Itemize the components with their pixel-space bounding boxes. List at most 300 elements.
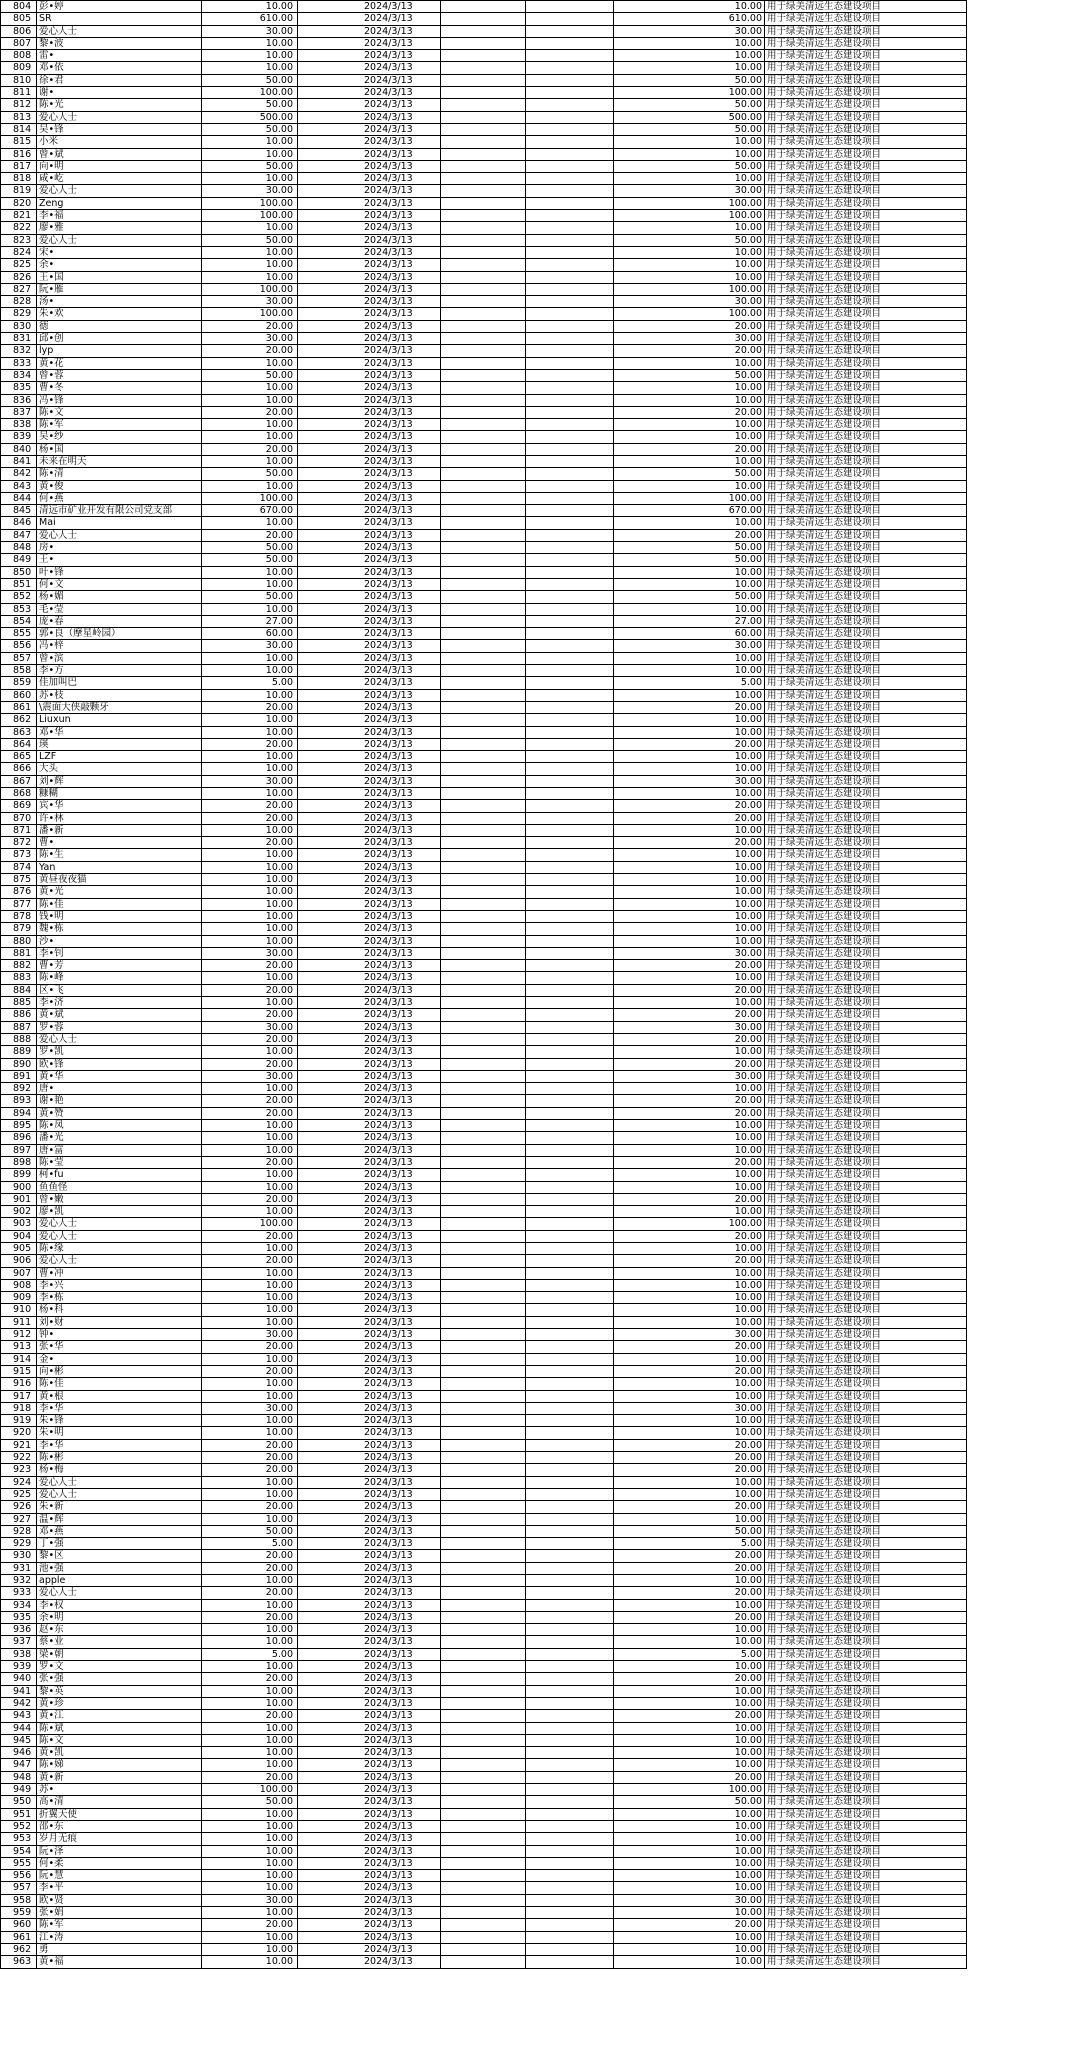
allocated-amount: 10.00 (614, 1956, 765, 1968)
row-number: 916 (1, 1378, 37, 1390)
purpose: 用于绿美清远生态建设项目 (765, 1747, 967, 1759)
donation-date: 2024/3/13 (298, 1304, 441, 1316)
donor-name: 张•娟 (37, 1907, 202, 1919)
purpose: 用于绿美清远生态建设项目 (765, 1611, 967, 1623)
blank-cell (526, 1427, 614, 1439)
blank-cell (441, 628, 526, 640)
table-row (1, 665, 967, 677)
row-number: 914 (1, 1353, 37, 1365)
donor-name: 曾•蓉 (37, 369, 202, 381)
donation-date: 2024/3/13 (298, 320, 441, 332)
table-row (1, 1661, 967, 1673)
blank-cell (441, 1242, 526, 1254)
row-number: 822 (1, 222, 37, 234)
purpose: 用于绿美清远生态建设项目 (765, 1156, 967, 1168)
donor-name: 毛•莹 (37, 603, 202, 615)
purpose: 用于绿美清远生态建设项目 (765, 1267, 967, 1279)
table-row (1, 542, 967, 554)
allocated-amount: 10.00 (614, 1242, 765, 1254)
blank-cell (526, 1538, 614, 1550)
blank-cell (441, 1058, 526, 1070)
donor-name: 曾•嫩 (37, 1193, 202, 1205)
blank-cell (441, 468, 526, 480)
donation-date: 2024/3/13 (298, 1427, 441, 1439)
blank-cell (441, 1156, 526, 1168)
donor-name: 雷• (37, 50, 202, 62)
donation-date: 2024/3/13 (298, 1747, 441, 1759)
purpose: 用于绿美清远生态建设项目 (765, 1599, 967, 1611)
donation-date: 2024/3/13 (298, 1378, 441, 1390)
donation-date: 2024/3/13 (298, 1808, 441, 1820)
purpose: 用于绿美清远生态建设项目 (765, 824, 967, 836)
donation-amount: 10.00 (202, 726, 298, 738)
purpose: 用于绿美清远生态建设项目 (765, 271, 967, 283)
blank-cell (441, 1181, 526, 1193)
row-number: 866 (1, 763, 37, 775)
row-number: 910 (1, 1304, 37, 1316)
allocated-amount: 10.00 (614, 1390, 765, 1402)
row-number: 955 (1, 1857, 37, 1869)
purpose: 用于绿美清远生态建设项目 (765, 665, 967, 677)
purpose: 用于绿美清远生态建设项目 (765, 74, 967, 86)
donor-name: 温•辉 (37, 1513, 202, 1525)
donation-amount: 20.00 (202, 1611, 298, 1623)
row-number: 846 (1, 517, 37, 529)
donation-date: 2024/3/13 (298, 1021, 441, 1033)
table-row (1, 1353, 967, 1365)
donation-amount: 20.00 (202, 1058, 298, 1070)
purpose: 用于绿美清远生态建设项目 (765, 1525, 967, 1537)
donation-date: 2024/3/13 (298, 382, 441, 394)
allocated-amount: 20.00 (614, 1919, 765, 1931)
blank-cell (526, 898, 614, 910)
donor-name: 陈•莹 (37, 1156, 202, 1168)
donor-name: 苏•枝 (37, 689, 202, 701)
blank-cell (526, 50, 614, 62)
donation-date: 2024/3/13 (298, 1796, 441, 1808)
allocated-amount: 10.00 (614, 1279, 765, 1291)
blank-cell (526, 197, 614, 209)
table-row (1, 1402, 967, 1414)
table-row (1, 1452, 967, 1464)
allocated-amount: 10.00 (614, 222, 765, 234)
donation-date: 2024/3/13 (298, 542, 441, 554)
blank-cell (441, 1685, 526, 1697)
table-row (1, 1009, 967, 1021)
row-number: 890 (1, 1058, 37, 1070)
purpose: 用于绿美清远生态建设项目 (765, 1820, 967, 1832)
blank-cell (441, 74, 526, 86)
donation-amount: 10.00 (202, 222, 298, 234)
purpose: 用于绿美清远生态建设项目 (765, 1796, 967, 1808)
table-row (1, 1501, 967, 1513)
row-number: 904 (1, 1230, 37, 1242)
row-number: 824 (1, 246, 37, 258)
table-row (1, 1599, 967, 1611)
allocated-amount: 20.00 (614, 1156, 765, 1168)
purpose: 用于绿美清远生态建设项目 (765, 1132, 967, 1144)
row-number: 917 (1, 1390, 37, 1402)
donation-date: 2024/3/13 (298, 1697, 441, 1709)
blank-cell (526, 972, 614, 984)
donation-amount: 10.00 (202, 1046, 298, 1058)
donor-name: 爱心人士 (37, 1476, 202, 1488)
donor-name: 向•彬 (37, 1365, 202, 1377)
allocated-amount: 10.00 (614, 824, 765, 836)
purpose: 用于绿美清远生态建设项目 (765, 1845, 967, 1857)
donation-date: 2024/3/13 (298, 222, 441, 234)
donation-amount: 20.00 (202, 1464, 298, 1476)
donation-date: 2024/3/13 (298, 492, 441, 504)
allocated-amount: 10.00 (614, 1734, 765, 1746)
donation-date: 2024/3/13 (298, 1452, 441, 1464)
purpose: 用于绿美清远生态建设项目 (765, 1624, 967, 1636)
donation-date: 2024/3/13 (298, 1230, 441, 1242)
allocated-amount: 100.00 (614, 210, 765, 222)
blank-cell (526, 1316, 614, 1328)
allocated-amount: 100.00 (614, 492, 765, 504)
blank-cell (441, 50, 526, 62)
blank-cell (526, 1796, 614, 1808)
table-row (1, 296, 967, 308)
donation-date: 2024/3/13 (298, 1193, 441, 1205)
donor-name: \震面大侠敲颗牙 (37, 701, 202, 713)
allocated-amount: 20.00 (614, 1095, 765, 1107)
table-row (1, 1550, 967, 1562)
donation-amount: 20.00 (202, 345, 298, 357)
purpose: 用于绿美清远生态建设项目 (765, 234, 967, 246)
donation-amount: 10.00 (202, 1599, 298, 1611)
donation-amount: 10.00 (202, 246, 298, 258)
donor-name: 陈•文 (37, 1734, 202, 1746)
row-number: 875 (1, 874, 37, 886)
blank-cell (441, 1021, 526, 1033)
purpose: 用于绿美清远生态建设项目 (765, 1710, 967, 1722)
allocated-amount: 50.00 (614, 591, 765, 603)
donor-name: 潘•光 (37, 1132, 202, 1144)
donation-date: 2024/3/13 (298, 283, 441, 295)
allocated-amount: 50.00 (614, 1525, 765, 1537)
blank-cell (441, 1046, 526, 1058)
blank-cell (441, 960, 526, 972)
blank-cell (441, 615, 526, 627)
donation-date: 2024/3/13 (298, 480, 441, 492)
blank-cell (526, 1525, 614, 1537)
purpose: 用于绿美清远生态建设项目 (765, 136, 967, 148)
donation-amount: 30.00 (202, 25, 298, 37)
table-row (1, 1697, 967, 1709)
donor-name: 冯•锋 (37, 394, 202, 406)
row-number: 959 (1, 1907, 37, 1919)
donation-amount: 20.00 (202, 1771, 298, 1783)
donor-name: 江•涛 (37, 1931, 202, 1943)
allocated-amount: 10.00 (614, 62, 765, 74)
table-row (1, 271, 967, 283)
blank-cell (526, 1882, 614, 1894)
blank-cell (441, 160, 526, 172)
row-number: 879 (1, 923, 37, 935)
donation-amount: 10.00 (202, 1722, 298, 1734)
donation-amount: 20.00 (202, 1107, 298, 1119)
allocated-amount: 10.00 (614, 259, 765, 271)
donor-name: 李•福 (37, 210, 202, 222)
donor-name: Yan (37, 861, 202, 873)
donation-amount: 10.00 (202, 455, 298, 467)
purpose: 用于绿美清远生态建设项目 (765, 369, 967, 381)
donor-name: 清远市矿业开发有限公司党支部 (37, 505, 202, 517)
donation-date: 2024/3/13 (298, 701, 441, 713)
donation-date: 2024/3/13 (298, 1033, 441, 1045)
row-number: 847 (1, 529, 37, 541)
donation-amount: 10.00 (202, 997, 298, 1009)
blank-cell (441, 1833, 526, 1845)
donor-name: 唐• (37, 1083, 202, 1095)
donor-name: 高•清 (37, 1796, 202, 1808)
donation-amount: 20.00 (202, 1452, 298, 1464)
purpose: 用于绿美清远生态建设项目 (765, 1661, 967, 1673)
table-row (1, 1820, 967, 1832)
purpose: 用于绿美清远生态建设项目 (765, 382, 967, 394)
table-row (1, 1070, 967, 1082)
blank-cell (526, 886, 614, 898)
table-row (1, 1771, 967, 1783)
purpose: 用于绿美清远生态建设项目 (765, 1501, 967, 1513)
donation-amount: 10.00 (202, 1575, 298, 1587)
donor-name: 叶•锋 (37, 566, 202, 578)
donation-date: 2024/3/13 (298, 173, 441, 185)
blank-cell (441, 652, 526, 664)
row-number: 826 (1, 271, 37, 283)
allocated-amount: 20.00 (614, 320, 765, 332)
donation-amount: 10.00 (202, 1857, 298, 1869)
purpose: 用于绿美清远生态建设项目 (765, 185, 967, 197)
purpose: 用于绿美清远生态建设项目 (765, 1870, 967, 1882)
donation-amount: 10.00 (202, 874, 298, 886)
blank-cell (526, 99, 614, 111)
table-row (1, 1390, 967, 1402)
table-row (1, 1255, 967, 1267)
row-number: 894 (1, 1107, 37, 1119)
allocated-amount: 100.00 (614, 197, 765, 209)
purpose: 用于绿美清远生态建设项目 (765, 1402, 967, 1414)
table-row (1, 972, 967, 984)
donation-amount: 20.00 (202, 320, 298, 332)
donor-name: 金• (37, 1353, 202, 1365)
blank-cell (441, 1464, 526, 1476)
blank-cell (526, 578, 614, 590)
blank-cell (526, 173, 614, 185)
allocated-amount: 20.00 (614, 1550, 765, 1562)
blank-cell (441, 517, 526, 529)
donation-amount: 30.00 (202, 1021, 298, 1033)
blank-cell (441, 1132, 526, 1144)
donor-name: 朱•锋 (37, 1415, 202, 1427)
blank-cell (441, 1599, 526, 1611)
row-number: 869 (1, 800, 37, 812)
donation-amount: 10.00 (202, 1661, 298, 1673)
row-number: 921 (1, 1439, 37, 1451)
donation-amount: 10.00 (202, 1083, 298, 1095)
donor-name: 黄昼夜夜猫 (37, 874, 202, 886)
purpose: 用于绿美清远生态建设项目 (765, 861, 967, 873)
blank-cell (441, 1661, 526, 1673)
donation-date: 2024/3/13 (298, 1710, 441, 1722)
purpose: 用于绿美清远生态建设项目 (765, 173, 967, 185)
row-number: 963 (1, 1956, 37, 1968)
table-row (1, 394, 967, 406)
donation-date: 2024/3/13 (298, 837, 441, 849)
blank-cell (526, 566, 614, 578)
purpose: 用于绿美清远生态建设项目 (765, 738, 967, 750)
donation-amount: 10.00 (202, 1292, 298, 1304)
blank-cell (526, 431, 614, 443)
row-number: 950 (1, 1796, 37, 1808)
donation-amount: 10.00 (202, 259, 298, 271)
purpose: 用于绿美清远生态建设项目 (765, 1587, 967, 1599)
row-number: 809 (1, 62, 37, 74)
donation-amount: 10.00 (202, 1685, 298, 1697)
allocated-amount: 20.00 (614, 837, 765, 849)
donation-date: 2024/3/13 (298, 849, 441, 861)
donor-name: 黄•新 (37, 1771, 202, 1783)
blank-cell (526, 505, 614, 517)
blank-cell (441, 824, 526, 836)
donation-date: 2024/3/13 (298, 1907, 441, 1919)
donation-date: 2024/3/13 (298, 689, 441, 701)
donation-amount: 30.00 (202, 1070, 298, 1082)
blank-cell (526, 1452, 614, 1464)
donation-amount: 100.00 (202, 1784, 298, 1796)
row-number: 851 (1, 578, 37, 590)
donor-name: 钟• (37, 1329, 202, 1341)
table-row (1, 935, 967, 947)
blank-cell (526, 1292, 614, 1304)
table-row (1, 1193, 967, 1205)
donation-amount: 10.00 (202, 603, 298, 615)
allocated-amount: 10.00 (614, 1304, 765, 1316)
blank-cell (441, 726, 526, 738)
donation-amount: 10.00 (202, 714, 298, 726)
row-number: 808 (1, 50, 37, 62)
table-row (1, 222, 967, 234)
blank-cell (441, 259, 526, 271)
donation-amount: 10.00 (202, 1747, 298, 1759)
donation-date: 2024/3/13 (298, 603, 441, 615)
allocated-amount: 10.00 (614, 1833, 765, 1845)
donor-name: 朱•新 (37, 1501, 202, 1513)
donor-name: 佳加叫巴 (37, 677, 202, 689)
blank-cell (526, 123, 614, 135)
table-row (1, 775, 967, 787)
donation-date: 2024/3/13 (298, 1734, 441, 1746)
purpose: 用于绿美清远生态建设项目 (765, 1365, 967, 1377)
purpose: 用于绿美清远生态建设项目 (765, 419, 967, 431)
blank-cell (441, 751, 526, 763)
donor-name: 黎•波 (37, 37, 202, 49)
allocated-amount: 10.00 (614, 1661, 765, 1673)
blank-cell (441, 1624, 526, 1636)
donor-name: 李•栋 (37, 1292, 202, 1304)
table-row (1, 234, 967, 246)
blank-cell (526, 1255, 614, 1267)
allocated-amount: 10.00 (614, 898, 765, 910)
row-number: 918 (1, 1402, 37, 1414)
row-number: 805 (1, 13, 37, 25)
row-number: 901 (1, 1193, 37, 1205)
donor-name: 曹•芳 (37, 960, 202, 972)
table-row (1, 874, 967, 886)
blank-cell (441, 554, 526, 566)
donation-amount: 10.00 (202, 1206, 298, 1218)
blank-cell (441, 1452, 526, 1464)
donor-name: 黄•根 (37, 1390, 202, 1402)
donor-name: 潘•新 (37, 824, 202, 836)
donation-date: 2024/3/13 (298, 1894, 441, 1906)
blank-cell (526, 345, 614, 357)
purpose: 用于绿美清远生态建设项目 (765, 1107, 967, 1119)
donation-date: 2024/3/13 (298, 665, 441, 677)
purpose: 用于绿美清远生态建设项目 (765, 1242, 967, 1254)
donor-name: 王•国 (37, 271, 202, 283)
allocated-amount: 10.00 (614, 37, 765, 49)
donor-name: 陈•凤 (37, 1120, 202, 1132)
donation-date: 2024/3/13 (298, 1525, 441, 1537)
row-number: 912 (1, 1329, 37, 1341)
row-number: 899 (1, 1169, 37, 1181)
donor-name: 罗•凯 (37, 1046, 202, 1058)
purpose: 用于绿美清远生态建设项目 (765, 296, 967, 308)
row-number: 951 (1, 1808, 37, 1820)
blank-cell (441, 812, 526, 824)
donor-name: 李•平 (37, 1882, 202, 1894)
purpose: 用于绿美清远生态建设项目 (765, 357, 967, 369)
table-row (1, 689, 967, 701)
blank-cell (441, 369, 526, 381)
allocated-amount: 20.00 (614, 1771, 765, 1783)
table-row (1, 345, 967, 357)
table-row (1, 788, 967, 800)
purpose: 用于绿美清远生态建设项目 (765, 1488, 967, 1500)
donation-amount: 20.00 (202, 1439, 298, 1451)
allocated-amount: 10.00 (614, 1943, 765, 1955)
purpose: 用于绿美清远生态建设项目 (765, 984, 967, 996)
row-number: 812 (1, 99, 37, 111)
table-row (1, 99, 967, 111)
blank-cell (526, 788, 614, 800)
purpose: 用于绿美清远生态建设项目 (765, 1562, 967, 1574)
donation-amount: 30.00 (202, 947, 298, 959)
blank-cell (526, 1083, 614, 1095)
allocated-amount: 10.00 (614, 517, 765, 529)
table-row (1, 1218, 967, 1230)
donation-date: 2024/3/13 (298, 37, 441, 49)
table-row (1, 566, 967, 578)
blank-cell (441, 1550, 526, 1562)
blank-cell (441, 874, 526, 886)
row-number: 933 (1, 1587, 37, 1599)
purpose: 用于绿美清远生态建设项目 (765, 566, 967, 578)
donation-date: 2024/3/13 (298, 1673, 441, 1685)
table-row (1, 1083, 967, 1095)
row-number: 838 (1, 419, 37, 431)
blank-cell (526, 701, 614, 713)
blank-cell (526, 148, 614, 160)
donor-name: 爱心人士 (37, 1488, 202, 1500)
blank-cell (441, 37, 526, 49)
row-number: 848 (1, 542, 37, 554)
purpose: 用于绿美清远生态建设项目 (765, 1575, 967, 1587)
blank-cell (526, 1710, 614, 1722)
